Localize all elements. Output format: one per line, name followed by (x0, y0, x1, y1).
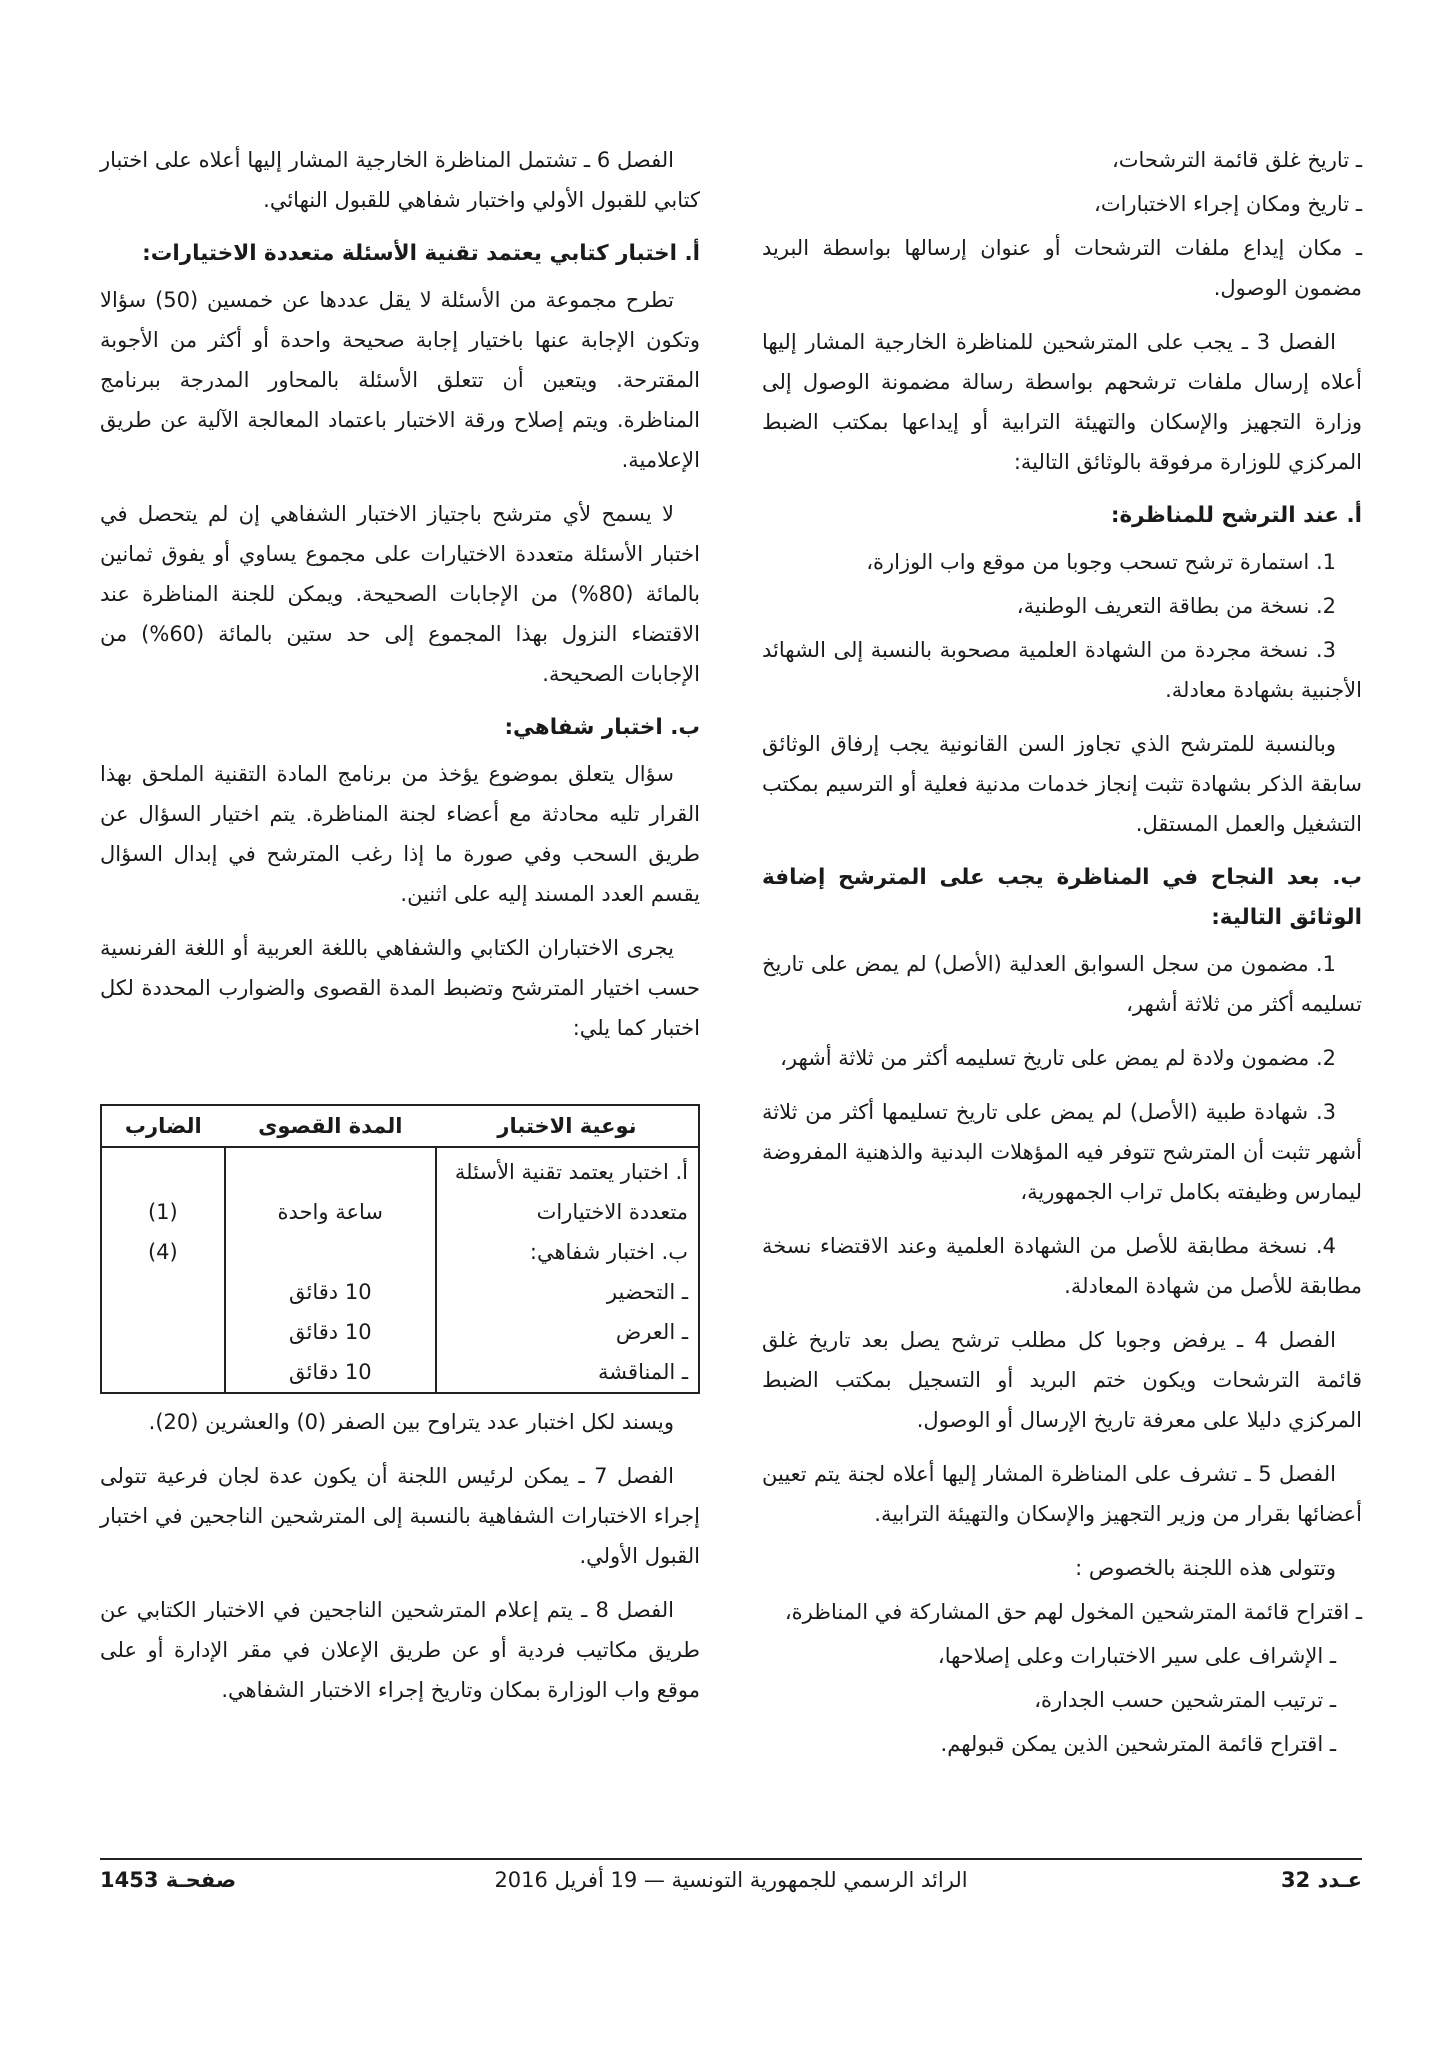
article-4: الفصل 4 ـ يرفض وجوبا كل مطلب ترشح يصل بعد تاريخ غلق قائمة الترشحات ويكون ختم البريد أو التسجيل بمكتب الضبط المركزي دليلا على معرفة تاريخ الإرسال أو الوصول. (762, 1328, 1362, 1432)
paragraph: ـ مكان إيداع ملفات الترشحات أو عنوان إرسالها بواسطة البريد مضمون الوصول. (762, 236, 1362, 300)
section-heading: ب. بعد النجاح في المناظرة يجب على المترشح إضافة الوثائق التالية: (762, 865, 1362, 930)
list-item: ـ ترتيب المترشحين حسب الجدارة، (1034, 1688, 1336, 1712)
page-number: صفحـة 1453 (100, 1868, 237, 1892)
table-row (101, 1352, 699, 1393)
table-cell: 10 دقائق (225, 1352, 436, 1393)
section-heading: ب. اختبار شفاهي: (504, 715, 700, 740)
table-row (101, 1147, 699, 1232)
paragraph: يجرى الاختباران الكتابي والشفاهي باللغة العربية أو اللغة الفرنسية حسب اختيار المترشح وتضبط المدة القصوى والضوارب المحددة لكل اختبار كما يلي: (100, 936, 700, 1040)
table-cell: ساعة واحدة (225, 1147, 436, 1232)
list-item: 1. مضمون من سجل السوابق العدلية (الأصل) لم يمض على تاريخ تسليمه أكثر من ثلاثة أشهر، (762, 952, 1362, 1016)
paragraph: وتتولى هذه اللجنة بالخصوص : (1075, 1556, 1336, 1580)
section-heading: أ. اختبار كتابي يعتمد تقنية الأسئلة متعددة الاختيارات: (142, 241, 700, 266)
paragraph: تطرح مجموعة من الأسئلة لا يقل عددها عن خمسين (50) سؤالا وتكون الإجابة عنها باختيار إجابة صحيحة واحدة أو أكثر من الأجوبة المقترحة. ويتعين أن تتعلق الأسئلة بالمحاور المدرجة ببرنامج المناظرة. ويتم إصلاح ورقة الاختبار باعتماد المعالجة الآلية عن طريق الإعلامية. (100, 288, 700, 472)
table-cell (101, 1272, 225, 1312)
table-cell: ـ التحضير (436, 1272, 699, 1312)
journal-title: الرائد الرسمي للجمهورية التونسية — 19 أفريل 2016 (494, 1868, 968, 1892)
table-cell: ـ العرض (436, 1312, 699, 1352)
article-3: الفصل 3 ـ يجب على المترشحين للمناظرة الخارجية المشار إليها أعلاه إرسال ملفات ترشحهم بواسطة رسالة مضمونة الوصول إلى وزارة التجهيز والإسكان والتهيئة الترابية أو إيداعها بمكتب الضبط المركزي للوزارة مرفوقة بالوثائق التالية: (762, 330, 1362, 474)
table-cell (101, 1312, 225, 1352)
article-8: الفصل 8 ـ يتم إعلام المترشحين الناجحين في الاختبار الكتابي عن طريق مكاتيب فردية أو عن طريق الإعلان في مقر الإدارة أو على موقع واب الوزارة بمكان وتاريخ إجراء الاختبار الشفاهي. (100, 1598, 700, 1702)
table-cell: 10 دقائق (225, 1272, 436, 1312)
article-7: الفصل 7 ـ يمكن لرئيس اللجنة أن يكون عدة لجان فرعية تتولى إجراء الاختبارات الشفاهية بالنسبة إلى المترشحين الناجحين في اختبار القبول الأولي. (100, 1464, 700, 1568)
table-cell: (1) (101, 1147, 225, 1232)
table-cell: ـ المناقشة (436, 1352, 699, 1393)
table-cell: أ. اختبار يعتمد تقنية الأسئلة متعددة الاختيارات (436, 1147, 699, 1232)
table-cell (101, 1352, 225, 1393)
list-item: ـ اقتراح قائمة المترشحين الذين يمكن قبولهم. (940, 1732, 1336, 1756)
footer-divider (100, 1858, 1362, 1860)
table-header-row (101, 1105, 699, 1147)
issue-number: عـدد 32 (1281, 1868, 1362, 1892)
list-item: 1. استمارة ترشح تسحب وجوبا من موقع واب الوزارة، (866, 550, 1336, 574)
section-heading: أ. عند الترشح للمناظرة: (1110, 503, 1362, 528)
article-5: الفصل 5 ـ تشرف على المناظرة المشار إليها أعلاه لجنة يتم تعيين أعضائها بقرار من وزير التجهيز والإسكان والتهيئة الترابية. (762, 1462, 1362, 1526)
table-row (101, 1312, 699, 1352)
list-item: 2. مضمون ولادة لم يمض على تاريخ تسليمه أكثر من ثلاثة أشهر، (780, 1046, 1336, 1070)
table-header: نوعية الاختبار (436, 1105, 699, 1147)
paragraph: لا يسمح لأي مترشح باجتياز الاختبار الشفاهي إن لم يتحصل في اختبار الأسئلة متعددة الاختيارات على مجموع يساوي أو يفوق ثمانين بالمائة (80%) من الإجابات الصحيحة. ويمكن للجنة المناظرة عند الاقتضاء النزول بهذا المجموع إلى حد ستين بالمائة (60%) من الإجابات الصحيحة. (100, 502, 701, 686)
paragraph: وبالنسبة للمترشح الذي تجاوز السن القانونية يجب إرفاق الوثائق سابقة الذكر بشهادة تثبت إنجاز خدمات مدنية فعلية أو الترسيم بمكتب التشغيل والعمل المستقل. (762, 732, 1362, 836)
paragraph: ـ تاريخ غلق قائمة الترشحات، (1111, 148, 1362, 172)
table-cell: ب. اختبار شفاهي: (436, 1232, 699, 1272)
table-cell (225, 1232, 436, 1272)
list-item: 3. شهادة طبية (الأصل) لم يمض على تاريخ تسليمها أكثر من ثلاثة أشهر تثبت أن المترشح تتوفر فيه المؤهلات البدنية والذهنية المفروضة ليمارس وظيفته بكامل تراب الجمهورية، (762, 1100, 1362, 1204)
article-6: الفصل 6 ـ تشتمل المناظرة الخارجية المشار إليها أعلاه على اختبار كتابي للقبول الأولي واختبار شفاهي للقبول النهائي. (100, 148, 700, 212)
table-row (101, 1272, 699, 1312)
paragraph: سؤال يتعلق بموضوع يؤخذ من برنامج المادة التقنية الملحق بهذا القرار تليه محادثة مع أعضاء لجنة المناظرة. يتم اختيار السؤال عن طريق السحب وفي صورة ما إذا رغب المترشح في إبدال السؤال يقسم العدد المسند إليه على اثنين. (100, 762, 700, 906)
right-column (762, 140, 1362, 1768)
list-item: 3. نسخة مجردة من الشهادة العلمية مصحوبة بالنسبة إلى الشهائد الأجنبية بشهادة معادلة. (762, 638, 1362, 702)
left-column (100, 140, 700, 1724)
table-cell: (4) (101, 1232, 225, 1272)
page-footer (100, 1868, 1362, 1908)
list-item: ـ الإشراف على سير الاختبارات وعلى إصلاحها، (937, 1644, 1336, 1668)
list-item: ـ اقتراح قائمة المترشحين المخول لهم حق المشاركة في المناظرة، (784, 1600, 1362, 1624)
paragraph: ـ تاريخ ومكان إجراء الاختبارات، (1094, 192, 1362, 216)
exam-table (100, 1104, 700, 1394)
table-header: المدة القصوى (225, 1105, 436, 1147)
table-row (101, 1232, 699, 1272)
paragraph: ويسند لكل اختبار عدد يتراوح بين الصفر (0) والعشرين (20). (148, 1410, 674, 1434)
list-item: 4. نسخة مطابقة للأصل من الشهادة العلمية وعند الاقتضاء نسخة مطابقة للأصل من شهادة المعادلة. (762, 1234, 1362, 1298)
list-item: 2. نسخة من بطاقة التعريف الوطنية، (1016, 594, 1336, 618)
table-header: الضارب (101, 1105, 225, 1147)
table-cell: 10 دقائق (225, 1312, 436, 1352)
